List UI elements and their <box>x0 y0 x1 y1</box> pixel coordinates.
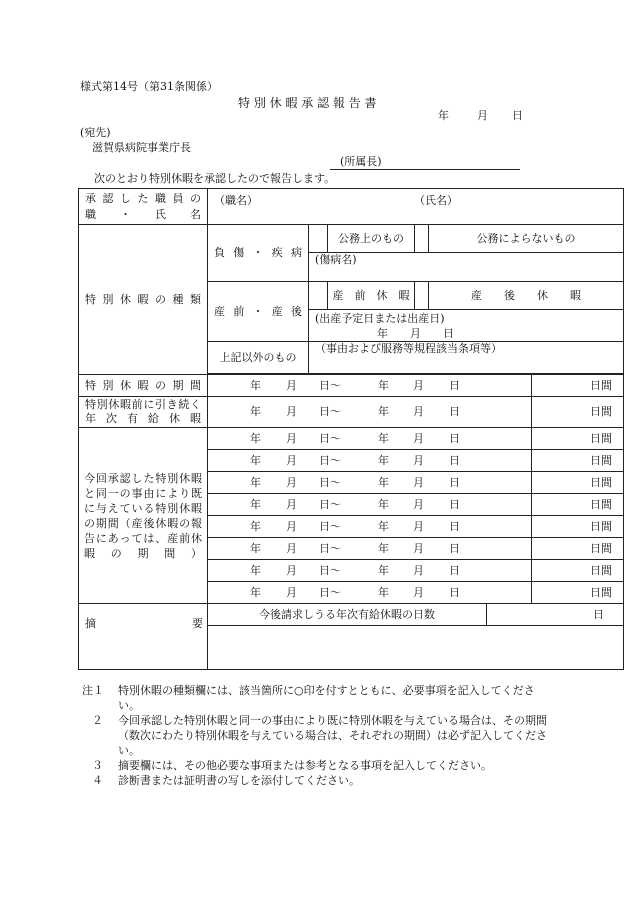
prev-day2-5: 日 <box>449 520 460 533</box>
remarks-label: 摘 要 <box>85 617 203 630</box>
future-annual-leave-label: 今後請求しうる年次有給休暇の日数 <box>208 604 487 626</box>
note-3-num: ３ <box>92 759 103 772</box>
prev-day2-2: 日 <box>449 454 460 467</box>
prev-from-2: 日～ <box>319 454 341 467</box>
disease-name-field[interactable] <box>309 253 624 282</box>
prev-days-unit-8: 日間 <box>590 586 612 599</box>
annual-from: 日～ <box>319 405 341 418</box>
note-3 <box>82 758 552 773</box>
date-day: 日 <box>512 109 523 122</box>
approved-staff-label: 承 認 し た 職 員 の 職 ・ 氏 名 <box>79 189 208 225</box>
note-4-num: ４ <box>92 774 103 787</box>
prev-row-6[interactable] <box>208 538 532 560</box>
notes <box>82 683 552 788</box>
period-days-unit: 日間 <box>590 379 612 392</box>
prev-month-1: 月 <box>286 432 297 445</box>
official-duty-mark[interactable] <box>309 225 328 253</box>
prev-year-1: 年 <box>250 432 261 445</box>
period-year-1: 年 <box>250 379 261 392</box>
prev-days-4[interactable] <box>532 494 624 516</box>
prev-year-3: 年 <box>250 476 261 489</box>
staff-input[interactable] <box>208 189 624 225</box>
prev-year2-1: 年 <box>378 432 389 445</box>
prev-year2-3: 年 <box>378 476 389 489</box>
prev-month2-1: 月 <box>413 432 424 445</box>
due-date-field[interactable] <box>309 310 624 342</box>
prev-year2-5: 年 <box>378 520 389 533</box>
prev-day2-8: 日 <box>449 586 460 599</box>
prev-month2-7: 月 <box>413 564 424 577</box>
leave-kind-label: 特 別 休 暇 の 種 類 <box>79 225 208 375</box>
note-1-text: 特別休暇の種類欄には、該当箇所に○印を付すとともに、必要事項を記入してください。 <box>118 684 535 712</box>
annual-month-2: 月 <box>413 405 424 418</box>
prev-days-6[interactable] <box>532 538 624 560</box>
prev-day2-1: 日 <box>449 432 460 445</box>
period-from: 日～ <box>319 379 341 392</box>
addressee-label: (宛先) <box>80 126 111 139</box>
prev-days-unit-4: 日間 <box>590 498 612 511</box>
prev-days-unit-3: 日間 <box>590 476 612 489</box>
annual-days-unit: 日間 <box>590 405 612 418</box>
prev-day2-4: 日 <box>449 498 460 511</box>
other-leave-label: 上記以外のもの <box>208 342 309 374</box>
prev-year2-7: 年 <box>378 564 389 577</box>
annual-year-1: 年 <box>250 405 261 418</box>
prev-year-7: 年 <box>250 564 261 577</box>
prev-from-3: 日～ <box>319 476 341 489</box>
date-month: 月 <box>477 109 488 122</box>
prev-year2-2: 年 <box>378 454 389 467</box>
non-official-duty-mark[interactable] <box>415 225 429 253</box>
note-2 <box>82 713 552 758</box>
remarks-label-cell <box>79 604 208 670</box>
prev-days-1[interactable] <box>532 428 624 450</box>
note-1 <box>82 683 552 713</box>
non-official-duty-label: 公務によらないもの <box>429 225 624 253</box>
prev-month-2: 月 <box>286 454 297 467</box>
prev-day2-6: 日 <box>449 542 460 555</box>
annual-year-2: 年 <box>378 405 389 418</box>
prev-days-8[interactable] <box>532 582 624 604</box>
prev-days-unit-5: 日間 <box>590 520 612 533</box>
prev-row-1[interactable] <box>208 428 532 450</box>
prev-day2-3: 日 <box>449 476 460 489</box>
prev-from-5: 日～ <box>319 520 341 533</box>
prev-day2-7: 日 <box>449 564 460 577</box>
prev-month2-2: 月 <box>413 454 424 467</box>
prev-days-2[interactable] <box>532 450 624 472</box>
prev-month2-4: 月 <box>413 498 424 511</box>
prev-from-4: 日～ <box>319 498 341 511</box>
prev-month2-3: 月 <box>413 476 424 489</box>
remarks-field[interactable] <box>208 626 624 670</box>
prev-row-5[interactable] <box>208 516 532 538</box>
injury-illness-label: 負 傷 ・ 疾 病 <box>208 225 309 282</box>
prev-days-5[interactable] <box>532 516 624 538</box>
prev-month-8: 月 <box>286 586 297 599</box>
note-2-num: ２ <box>92 714 103 727</box>
page-title: 特 別 休 暇 承 認 報 告 書 <box>238 96 377 110</box>
name-label: （氏名） <box>414 194 458 207</box>
prev-days-unit-2: 日間 <box>590 454 612 467</box>
prev-from-1: 日～ <box>319 432 341 445</box>
childbirth-label: 産 前 ・ 産 後 <box>208 282 309 342</box>
other-reason-field[interactable] <box>309 342 624 374</box>
prev-month-7: 月 <box>286 564 297 577</box>
prev-row-7[interactable] <box>208 560 532 582</box>
prev-from-8: 日～ <box>319 586 341 599</box>
annual-row[interactable] <box>208 397 532 428</box>
prenatal-mark[interactable] <box>309 282 328 310</box>
signature-line <box>330 169 520 170</box>
note-3-text: 摘要欄には、その他必要な事項または参考となる事項を記入してください。 <box>118 759 492 772</box>
postnatal-mark[interactable] <box>415 282 429 310</box>
prev-month2-5: 月 <box>413 520 424 533</box>
due-date-label: (出産予定日または出産日) <box>315 312 445 325</box>
annual-leave-label: 特別休暇前に引き続く 年 次 有 給 休 暇 <box>79 397 208 428</box>
prev-days-3[interactable] <box>532 472 624 494</box>
prev-row-8[interactable] <box>208 582 532 604</box>
disease-name-label: (傷病名) <box>315 253 357 266</box>
note-4 <box>82 773 552 788</box>
prev-year2-4: 年 <box>378 498 389 511</box>
prev-year-2: 年 <box>250 454 261 467</box>
prev-month2-8: 月 <box>413 586 424 599</box>
prev-from-6: 日～ <box>319 542 341 555</box>
prev-month-3: 月 <box>286 476 297 489</box>
prev-days-unit-1: 日間 <box>590 432 612 445</box>
prev-year2-6: 年 <box>378 542 389 555</box>
period-row[interactable] <box>208 375 532 397</box>
period-year-2: 年 <box>378 379 389 392</box>
note-1-num: 注１ <box>82 684 104 697</box>
prev-days-7[interactable] <box>532 560 624 582</box>
prev-year-8: 年 <box>250 586 261 599</box>
previous-leave-label: 今回承認した特別休暇と同一の事由により既に与えている特別休暇の期間（産後休暇の報告にあっては、産前休暇の期間） <box>79 428 208 604</box>
prev-year-4: 年 <box>250 498 261 511</box>
prev-month-4: 月 <box>286 498 297 511</box>
due-date-ymd: 年 月 日 <box>377 327 454 340</box>
future-days-unit: 日 <box>593 608 604 621</box>
prev-row-3[interactable] <box>208 472 532 494</box>
note-2-text: 今回承認した特別休暇と同一の事由により既に特別休暇を与えている場合は、その期間（数次にわたり特別休暇を与えている場合は、それぞれの期間）は必ず記入してください。 <box>118 714 547 757</box>
prev-row-2[interactable] <box>208 450 532 472</box>
period-days[interactable] <box>532 375 624 397</box>
leave-report-table <box>78 188 624 670</box>
annual-month-1: 月 <box>286 405 297 418</box>
prev-days-unit-7: 日間 <box>590 564 612 577</box>
prev-row-4[interactable] <box>208 494 532 516</box>
prev-from-7: 日～ <box>319 564 341 577</box>
annual-days[interactable] <box>532 397 624 428</box>
form-number: 様式第14号（第31条関係） <box>80 80 218 93</box>
period-month-2: 月 <box>413 379 424 392</box>
prev-month-6: 月 <box>286 542 297 555</box>
prev-month2-6: 月 <box>413 542 424 555</box>
leave-period-label: 特 別 休 暇 の 期 間 <box>79 375 208 397</box>
postnatal-leave-label: 産 後 休 暇 <box>429 282 624 310</box>
prev-days-unit-6: 日間 <box>590 542 612 555</box>
period-day-2: 日 <box>449 379 460 392</box>
post-label: （職名） <box>214 194 258 207</box>
period-month-1: 月 <box>286 379 297 392</box>
annual-day-2: 日 <box>449 405 460 418</box>
other-reason-label: （事由および服務等規程該当条項等） <box>315 342 502 355</box>
date-year: 年 <box>438 109 449 122</box>
prev-month-5: 月 <box>286 520 297 533</box>
prev-year-6: 年 <box>250 542 261 555</box>
prenatal-leave-label: 産 前 休 暇 <box>328 282 415 310</box>
note-4-text: 診断書または証明書の写しを添付してください。 <box>118 774 360 787</box>
prev-year2-8: 年 <box>378 586 389 599</box>
affiliation-head-label: (所属長) <box>340 155 382 168</box>
future-days[interactable] <box>487 604 624 626</box>
official-duty-label: 公務上のもの <box>328 225 415 253</box>
intro-text: 次のとおり特別休暇を承認したので報告します。 <box>94 172 336 185</box>
prev-year-5: 年 <box>250 520 261 533</box>
addressee: 滋賀県病院事業庁長 <box>92 141 191 154</box>
